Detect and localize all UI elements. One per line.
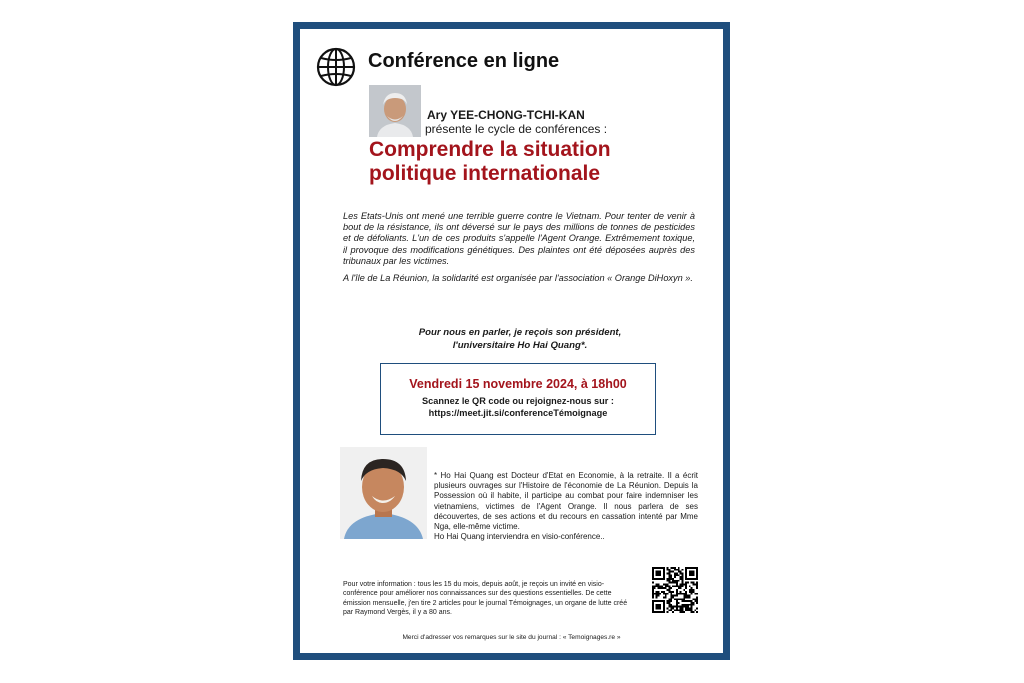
intro-text: [343, 211, 695, 290]
speaker-intro: [360, 326, 680, 352]
speaker-bio-text: * Ho Hai Quang est Docteur d'Etat en Economie, à la retraite. Il a écrit plusieurs ouvrages sur l'Histoire de l'économie de La Réunion. Depuis la Possession où il habite, il participe au combat pour faire indemniser les vietnamiens, victimes de l'Agent Orange. Il nous parlera de ses découvertes, de ses actions et du recours en cassation intenté par Mme Nga, elle-même victime.: [434, 471, 698, 532]
presenter-name: Ary YEE-CHONG-TCHI-KAN: [427, 108, 585, 122]
footer-note: Merci d'adresser vos remarques sur le site du journal : « Temoignages.re »: [402, 634, 621, 641]
speaker-bio: [434, 471, 698, 542]
event-box: [380, 363, 656, 435]
qr-code[interactable]: [652, 567, 698, 613]
speaker-intro-line-2: l'universitaire Ho Hai Quang*.: [452, 340, 588, 351]
headline-line-1: Comprendre la situation: [369, 138, 611, 161]
page-title: Conférence en ligne: [368, 50, 560, 72]
poster: [293, 22, 730, 660]
presenter-photo: [369, 85, 421, 137]
speaker-intro-line-1: Pour nous en parler, je reçois son président,: [418, 327, 622, 338]
presenter-line: présente le cycle de conférences :: [425, 122, 608, 136]
event-scan-text: Scannez le QR code ou rejoignez-nous sur :: [422, 396, 614, 406]
speaker-photo: [340, 447, 427, 539]
globe-icon: [316, 47, 356, 87]
headline: [369, 138, 699, 186]
info-text: Pour votre information : tous les 15 du mois, depuis août, je reçois un invité en visio-conférence pour améliorer nos connaissances sur des questions essentielles. De cette émission mensuelle, j'en tire 2 articles pour le journal Témoignages, un organe de lutte créé par Raymond Vergès, il y a 80 ans.: [343, 581, 628, 617]
speaker-bio-note: Ho Hai Quang interviendra en visio-conférence..: [434, 532, 605, 542]
intro-paragraph-2: A l'île de La Réunion, la solidarité est organisée par l'association « Orange DiHoxyn ».: [343, 273, 693, 284]
intro-paragraph-1: Les Etats-Unis ont mené une terrible guerre contre le Vietnam. Pour tenter de venir à bout de la résistance, ils ont déversé sur le pays des millions de tonnes de pesticides et de défoliants. L'un de ces produits s'appelle l'Agent Orange. Extrêmement toxique, il provoque des modifications génétiques. Des plaintes ont été déposées auprès des tribunaux par les victimes.: [343, 211, 695, 266]
headline-line-2: politique internationale: [369, 162, 601, 185]
event-date: Vendredi 15 novembre 2024, à 18h00: [409, 377, 627, 391]
event-link[interactable]: https://meet.jit.si/conferenceTémoignage: [428, 408, 608, 418]
